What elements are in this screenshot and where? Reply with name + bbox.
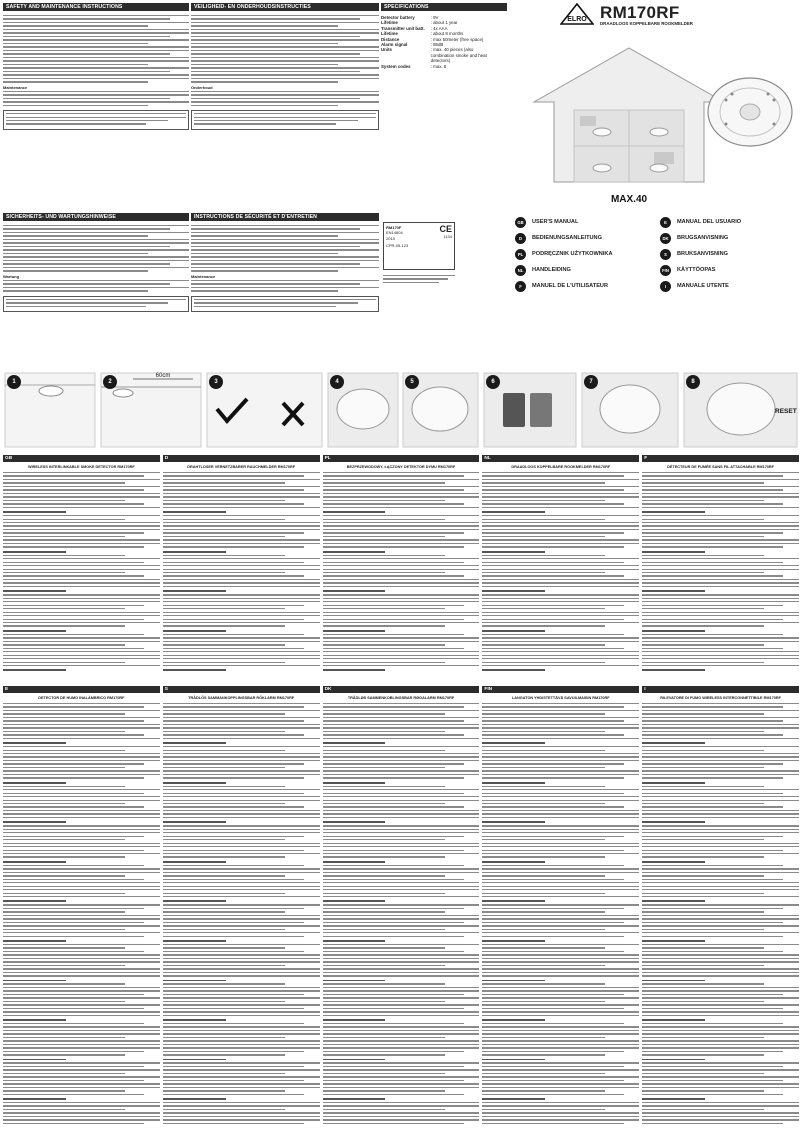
step-1-number: 1 bbox=[7, 375, 21, 389]
product-header bbox=[560, 3, 798, 29]
specifications-section bbox=[381, 3, 507, 98]
language-code-badge: I bbox=[660, 281, 671, 292]
cert-number: CPR-05-123 bbox=[386, 242, 409, 248]
manual-title: USER'S MANUAL bbox=[532, 219, 579, 225]
language-column-code: FIN bbox=[482, 686, 639, 693]
manual-language-row bbox=[515, 262, 650, 278]
manual-language-row bbox=[660, 262, 798, 278]
spec-label: Lifetime bbox=[381, 20, 398, 26]
spec-value: : max 50meter (free space) bbox=[430, 36, 484, 42]
spec-label: Distance bbox=[381, 36, 400, 42]
brand-logo-text: ELRO bbox=[567, 16, 587, 23]
language-column-code: I bbox=[642, 686, 799, 693]
ce-mark-icon: CE bbox=[439, 224, 452, 234]
manual-language-row bbox=[515, 246, 650, 262]
language-column bbox=[323, 686, 480, 1132]
spec-value: : 9V bbox=[430, 15, 439, 20]
language-code-badge: E bbox=[660, 217, 671, 228]
safety-nl-warning-box bbox=[191, 110, 379, 130]
manual-title: MANUALE UTENTE bbox=[677, 283, 729, 289]
safety-fr-warning-box bbox=[191, 296, 379, 312]
language-code-badge: S bbox=[660, 249, 671, 260]
language-column-code: NL bbox=[482, 455, 639, 462]
safety-fr-maintenance-heading: Maintenance bbox=[191, 273, 216, 279]
step-3-number: 3 bbox=[209, 375, 223, 389]
language-column bbox=[642, 455, 799, 683]
spec-value: : max. 8 bbox=[430, 63, 447, 69]
language-column-title: DRAHTLOSER VERNETZBARER RAUCHMELDER RM170RF bbox=[187, 465, 296, 469]
language-column bbox=[163, 686, 320, 1132]
cert-model: RM170F bbox=[386, 225, 402, 230]
safety-nl-header: VEILIGHEID- EN ONDERHOUDSINSTRUCTIES bbox=[191, 3, 379, 11]
safety-en-maintenance-heading: Maintenance bbox=[3, 84, 28, 90]
cert-extra-lines bbox=[383, 275, 455, 285]
step-5-number: 5 bbox=[405, 375, 419, 389]
language-column-title: DETECTOR DE HUMO INALÁMBRICO RM170RF bbox=[38, 696, 125, 700]
step-4-number: 4 bbox=[330, 375, 344, 389]
manual-language-row bbox=[660, 246, 798, 262]
safety-en-section bbox=[3, 3, 189, 211]
specifications-header: SPECIFICATIONS bbox=[381, 3, 507, 11]
cert-code: 1134 bbox=[443, 234, 452, 239]
language-column bbox=[482, 455, 639, 683]
manual-title: KÄYTTÖOPAS bbox=[677, 267, 716, 273]
spec-label: System codes bbox=[381, 63, 411, 69]
manuals-left bbox=[515, 214, 650, 300]
manual-language-row bbox=[660, 230, 798, 246]
specifications-table bbox=[381, 15, 497, 69]
language-column-title: WIRELESS INTERLINKABLE SMOKE DETECTOR RM170RF bbox=[28, 465, 135, 469]
spec-value: : 4x AAA bbox=[430, 25, 448, 31]
spec-value: : about 1 year bbox=[430, 20, 458, 26]
manual-title: BRUGSANVISNING bbox=[677, 235, 729, 241]
manual-language-row bbox=[515, 214, 650, 230]
manual-title: MANUAL DEL USUARIO bbox=[677, 219, 742, 225]
safety-de-body bbox=[3, 225, 189, 312]
max-units-label: MAX.40 bbox=[610, 194, 648, 205]
language-column-code: F bbox=[642, 455, 799, 462]
spec-label: Detector battery bbox=[381, 15, 415, 20]
language-column bbox=[163, 455, 320, 683]
columns-top-row bbox=[3, 455, 799, 683]
brand-logo bbox=[560, 3, 594, 25]
product-image bbox=[514, 32, 798, 208]
manual-title: MANUEL DE L'UTILISATEUR bbox=[532, 283, 609, 289]
manuals-right bbox=[660, 214, 798, 300]
spec-label: Units bbox=[381, 47, 392, 53]
cert-year: 2015 bbox=[386, 235, 395, 241]
language-column-title: DRAADLOOS KOPPELBARE ROOKMELDER RM170RF bbox=[511, 465, 611, 469]
step-8-number: 8 bbox=[686, 375, 700, 389]
language-code-badge: D bbox=[515, 233, 526, 244]
language-column-code: E bbox=[3, 686, 160, 693]
safety-de-section bbox=[3, 213, 189, 371]
spec-value: : 85dB bbox=[430, 42, 444, 48]
language-column bbox=[3, 686, 160, 1132]
language-code-badge: FIN bbox=[660, 265, 671, 276]
safety-fr-section bbox=[191, 213, 379, 371]
spec-row bbox=[381, 47, 497, 63]
safety-nl-body bbox=[191, 15, 379, 130]
language-column-code: S bbox=[163, 686, 320, 693]
safety-nl-maintenance-heading: Onderhoud bbox=[191, 84, 213, 90]
manual-title: HANDLEIDING bbox=[532, 267, 571, 273]
language-code-badge: F bbox=[515, 281, 526, 292]
language-column bbox=[3, 455, 160, 683]
language-column-title: DÉTECTEUR DE FUMÉE SANS FIL ATTACHABLE RM170RF bbox=[667, 465, 774, 469]
safety-nl-section bbox=[191, 3, 379, 211]
language-column-title: TRÅDLÖS SAMMANKOPPLINGSBAR RÖKLARM RM170RF bbox=[188, 696, 295, 700]
safety-fr-body bbox=[191, 225, 379, 312]
reset-label: RESET bbox=[775, 408, 797, 415]
spec-value: : about 8 months bbox=[430, 31, 464, 37]
certification-box bbox=[383, 222, 455, 270]
language-code-badge: DK bbox=[660, 233, 671, 244]
safety-en-header: SAFETY AND MAINTENANCE INSTRUCTIONS bbox=[3, 3, 189, 11]
spec-label: Transmitter unit batt. bbox=[381, 25, 425, 31]
safety-de-maintenance-heading: Wartung bbox=[3, 273, 20, 279]
product-subtitle: DRAADLOOS KOPPELBARE ROOKMELDER bbox=[600, 21, 693, 26]
safety-de-warning-box bbox=[3, 296, 189, 312]
language-code-badge: PL bbox=[515, 249, 526, 260]
spec-value: : max. 40 pieces (also combination smoke and heat detectors) bbox=[430, 47, 487, 64]
illustration-strip bbox=[3, 369, 799, 452]
cert-standard: EN14604 bbox=[386, 230, 403, 236]
safety-en-body bbox=[3, 15, 189, 130]
distance-label: 60cm bbox=[155, 373, 171, 379]
spec-label: Alarm signal bbox=[381, 42, 408, 48]
manual-language-row bbox=[660, 214, 798, 230]
safety-en-warning-box bbox=[3, 110, 189, 130]
language-column-title: BEZPRZEWODOWY, ŁĄCZONY DETEKTOR DYMU RM170RF bbox=[346, 465, 456, 469]
language-column bbox=[323, 455, 480, 683]
language-column-title: LANGATON YHDISTETTÄVÄ SAVUILMAISIN RM170RF bbox=[511, 696, 610, 700]
columns-bottom-row bbox=[3, 686, 799, 1132]
language-column-code: PL bbox=[323, 455, 480, 462]
language-column-code: DK bbox=[323, 686, 480, 693]
product-model: RM170RF bbox=[600, 3, 680, 22]
language-column-title: RILEVATORE DI FUMO WIRELESS INTERCONNETTIBILE RM170RF bbox=[660, 696, 781, 700]
language-column bbox=[642, 686, 799, 1132]
language-column bbox=[482, 686, 639, 1132]
spec-label: Lifetime bbox=[381, 31, 398, 37]
safety-de-header: SICHERHEITS- UND WARTUNGSHINWEISE bbox=[3, 213, 189, 221]
spec-row bbox=[381, 64, 497, 69]
language-column-title: TRÅDLØS SAMMENKOBLINGSBAR RØGALARM RM170RF bbox=[347, 696, 455, 700]
manual-title: BEDIENUNGSANLEITUNG bbox=[532, 235, 602, 241]
manual-language-row bbox=[515, 230, 650, 246]
language-column-code: GB bbox=[3, 455, 160, 462]
language-code-badge: NL bbox=[515, 265, 526, 276]
step-2-number: 2 bbox=[103, 375, 117, 389]
safety-fr-header: INSTRUCTIONS DE SÉCURITÉ ET D'ENTRETIEN bbox=[191, 213, 379, 221]
language-code-badge: GB bbox=[515, 217, 526, 228]
manual-title: BRUKSANVISNING bbox=[677, 251, 728, 257]
manual-title: PODRĘCZNIK UŻYTKOWNIKA bbox=[532, 251, 613, 257]
manual-language-row bbox=[515, 278, 650, 294]
step-6-number: 6 bbox=[486, 375, 500, 389]
language-column-code: D bbox=[163, 455, 320, 462]
step-7-number: 7 bbox=[584, 375, 598, 389]
manual-language-row bbox=[660, 278, 798, 294]
